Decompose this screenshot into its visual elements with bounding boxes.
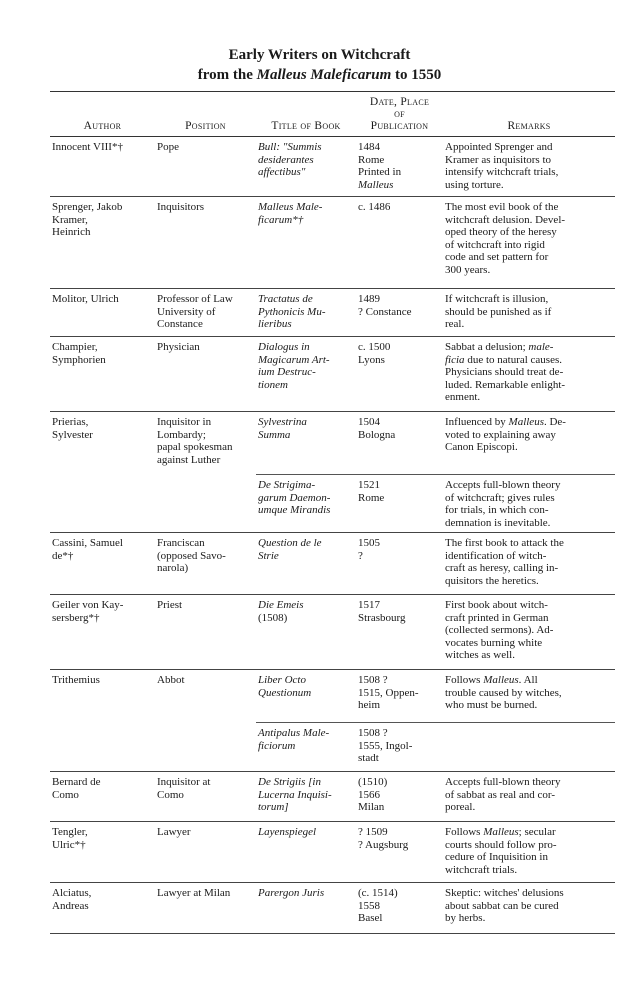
book-title-cell: Layenspiegel <box>256 822 356 883</box>
book-title-cell: Bull: "Summis desiderantes affectibus" <box>256 137 356 197</box>
table-row <box>50 883 615 934</box>
table-row <box>50 289 615 337</box>
author-cell: Molitor, Ulrich <box>50 289 155 337</box>
date-place-cell: 1489 ? Constance <box>356 289 443 337</box>
document-subtitle: from the Malleus Maleficarum to 1550 <box>197 67 442 83</box>
remarks-cell: Follows Malleus; secular courts should follow pro- cedure of Inquisition in witchcraft trials. <box>443 822 615 883</box>
table-row <box>50 337 615 412</box>
date-place-cell: (1510) 1566 Milan <box>356 772 443 822</box>
author-cell: Trithemius <box>50 670 155 772</box>
table-row <box>50 533 615 595</box>
position-cell: Lawyer <box>155 822 256 883</box>
position-cell: Inquisitors <box>155 197 256 289</box>
author-cell: Tengler, Ulric*† <box>50 822 155 883</box>
position-cell: Lawyer at Milan <box>155 883 256 934</box>
book-title-cell: Tractatus de Pythonicis Mu- lieribus <box>256 289 356 337</box>
date-place-cell: 1521 Rome <box>356 475 443 533</box>
remarks-cell: If witchcraft is illusion, should be punished as if real. <box>443 289 615 337</box>
position-cell: Physician <box>155 337 256 412</box>
author-cell: Sprenger, Jakob Kramer, Heinrich <box>50 197 155 289</box>
position-cell: Pope <box>155 137 256 197</box>
date-place-cell: c. 1486 <box>356 197 443 289</box>
book-title-cell: Sylvestrina Summa <box>256 412 356 475</box>
book-title-cell: Die Emeis (1508) <box>256 595 356 670</box>
witchcraft-writers-table <box>50 91 615 934</box>
remarks-cell <box>443 723 615 772</box>
table-row <box>50 137 615 197</box>
book-title-cell: Parergon Juris <box>256 883 356 934</box>
author-cell: Prierias, Sylvester <box>50 412 155 533</box>
remarks-cell: The first book to attack the identification of witch- craft as heresy, calling in- quisitors the heretics. <box>443 533 615 595</box>
header-title: Title of Book <box>256 92 356 137</box>
document-title: Early Writers on Witchcraft <box>228 47 411 63</box>
table-row <box>50 670 615 723</box>
author-cell: Cassini, Samuel de*† <box>50 533 155 595</box>
header-author: Author <box>50 92 155 137</box>
book-title-cell: Liber Octo Questionum <box>256 670 356 723</box>
author-cell: Alciatus, Andreas <box>50 883 155 934</box>
date-place-cell: (c. 1514) 1558 Basel <box>356 883 443 934</box>
position-cell: Inquisitor at Como <box>155 772 256 822</box>
date-place-cell: 1508 ? 1515, Oppen- heim <box>356 670 443 723</box>
remarks-cell: Follows Malleus. All trouble caused by witches, who must be burned. <box>443 670 615 723</box>
position-cell: Inquisitor in Lombardy; papal spokesman against Luther <box>155 412 256 533</box>
remarks-cell: Skeptic: witches' delusions about sabbat can be cured by herbs. <box>443 883 615 934</box>
remarks-cell: Accepts full-blown theory of witchcraft; gives rules for trials, in which con- demnation is inevitable. <box>443 475 615 533</box>
date-place-cell: 1504 Bologna <box>356 412 443 475</box>
book-title-cell: De Strigiis [in Lucerna Inquisi- torum] <box>256 772 356 822</box>
table-row <box>50 412 615 475</box>
date-place-cell: 1517 Strasbourg <box>356 595 443 670</box>
position-cell: Abbot <box>155 670 256 772</box>
position-cell: Priest <box>155 595 256 670</box>
date-place-cell: ? 1509 ? Augsburg <box>356 822 443 883</box>
table-row <box>50 772 615 822</box>
book-title-cell: Dialogus in Magicarum Art- ium Destruc- tionem <box>256 337 356 412</box>
header-date: Date, Place of Publication <box>356 92 443 137</box>
remarks-cell: Influenced by Malleus. De- voted to explaining away Canon Episcopi. <box>443 412 615 475</box>
author-cell: Champier, Symphorien <box>50 337 155 412</box>
position-cell: Professor of Law University of Constance <box>155 289 256 337</box>
table-row <box>50 822 615 883</box>
book-title-cell: Malleus Male- ficarum*† <box>256 197 356 289</box>
table-header-row <box>50 92 615 137</box>
remarks-cell: The most evil book of the witchcraft delusion. Devel- oped theory of the heresy of witchcraft into rigid code and set pattern for 300 years. <box>443 197 615 289</box>
author-cell: Bernard de Como <box>50 772 155 822</box>
table-row <box>50 197 615 289</box>
book-title-cell: De Strigima- garum Daemon- umque Mirandis <box>256 475 356 533</box>
book-title-cell: Question de le Strie <box>256 533 356 595</box>
date-place-cell: 1484 Rome Printed in Malleus <box>356 137 443 197</box>
date-place-cell: c. 1500 Lyons <box>356 337 443 412</box>
header-remarks: Remarks <box>443 92 615 137</box>
position-cell: Franciscan (opposed Savo- narola) <box>155 533 256 595</box>
author-cell: Innocent VIII*† <box>50 137 155 197</box>
header-position: Position <box>155 92 256 137</box>
date-place-cell: 1508 ? 1555, Ingol- stadt <box>356 723 443 772</box>
table-row <box>50 595 615 670</box>
remarks-cell: Appointed Sprenger and Kramer as inquisitors to intensify witchcraft trials, using torture. <box>443 137 615 197</box>
remarks-cell: First book about witch- craft printed in German (collected sermons). Ad- vocates burning white witches as well. <box>443 595 615 670</box>
remarks-cell: Sabbat a delusion; male- ficia due to natural causes. Physicians should treat de- luded. Remarkable enlight- enment. <box>443 337 615 412</box>
table-body <box>50 137 615 934</box>
author-cell: Geiler von Kay- sersberg*† <box>50 595 155 670</box>
remarks-cell: Accepts full-blown theory of sabbat as real and cor- poreal. <box>443 772 615 822</box>
date-place-cell: 1505 ? <box>356 533 443 595</box>
book-title-cell: Antipalus Male- ficiorum <box>256 723 356 772</box>
